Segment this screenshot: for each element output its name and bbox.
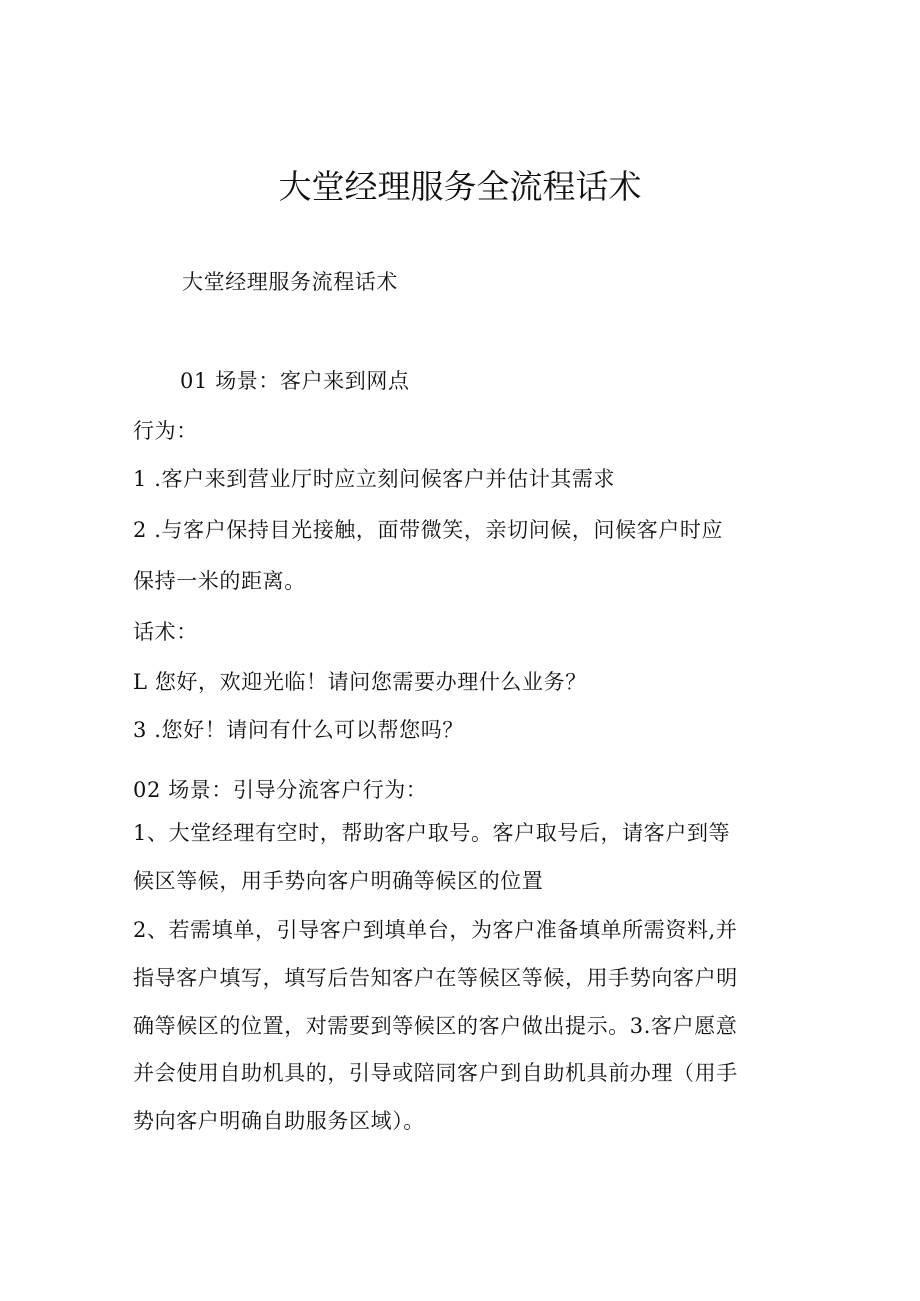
paragraph-line: 并会使用自助机具的，引导或陪同客户到自助机具前办理（用手 bbox=[133, 1061, 738, 1085]
document-subtitle: 大堂经理服务流程话术 bbox=[182, 270, 398, 294]
paragraph-line: 3 .您好！请问有什么可以帮您吗？ bbox=[133, 718, 464, 742]
paragraph-line: 保持一米的距离。 bbox=[133, 569, 306, 593]
paragraph-line: 话术： bbox=[133, 620, 198, 644]
paragraph-line: 确等候区的位置，对需要到等候区的客户做出提示。3.客户愿意 bbox=[133, 1014, 738, 1038]
paragraph-line: 势向客户明确自助服务区域）。 bbox=[133, 1109, 425, 1133]
paragraph-line: 1、大堂经理有空时，帮助客户取号。客户取号后，请客户到等 bbox=[133, 821, 731, 845]
paragraph-line: 2 .与客户保持目光接触，面带微笑，亲切问候，问候客户时应 bbox=[133, 518, 724, 542]
document-title: 大堂经理服务全流程话术 bbox=[278, 167, 642, 206]
paragraph-line: 指导客户填写，填写后告知客户在等候区等候，用手势向客户明 bbox=[133, 966, 738, 990]
paragraph-line: L 您好，欢迎光临！请问您需要办理什么业务？ bbox=[133, 670, 587, 694]
paragraph-line: 候区等候，用手势向客户明确等候区的位置 bbox=[133, 869, 544, 893]
paragraph-line: 2、若需填单，引导客户到填单台，为客户准备填单所需资料,并 bbox=[133, 918, 738, 942]
scene-heading: 02 场景：引导分流客户行为： bbox=[133, 778, 428, 802]
paragraph-line: 1 .客户来到营业厅时应立刻问候客户并估计其需求 bbox=[133, 467, 616, 491]
paragraph-line: 行为： bbox=[133, 419, 198, 443]
scene-heading: 01 场景：客户来到网点 bbox=[180, 369, 410, 393]
